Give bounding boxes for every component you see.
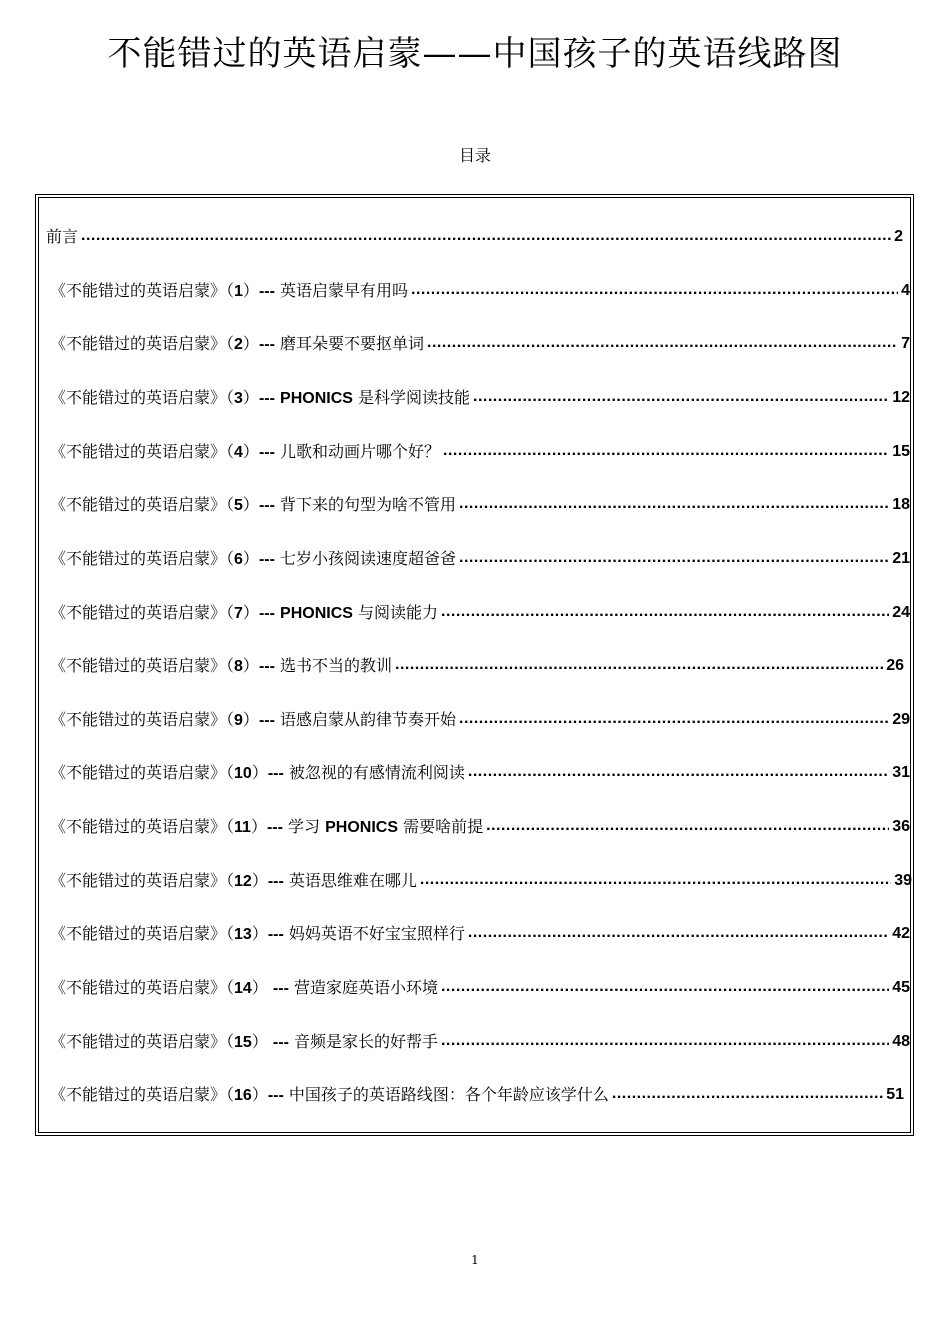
toc-dot-leader bbox=[443, 438, 889, 464]
toc-entry[interactable] bbox=[50, 868, 912, 894]
toc-dot-leader bbox=[81, 223, 891, 249]
toc-entry-title: 《不能错过的英语启蒙》（3）--- PHONICS 是科学阅读技能 bbox=[50, 387, 471, 407]
page-number: 1 bbox=[471, 1253, 479, 1267]
toc-entry[interactable] bbox=[50, 975, 910, 1001]
toc-entry-page-number: 18 bbox=[892, 496, 910, 513]
toc-entry[interactable] bbox=[50, 439, 910, 465]
toc-dot-leader bbox=[459, 491, 889, 517]
toc-dot-leader bbox=[420, 867, 891, 893]
toc-entry-page-number: 24 bbox=[892, 604, 910, 621]
toc-entry[interactable] bbox=[50, 331, 910, 357]
toc-entry[interactable] bbox=[50, 278, 910, 304]
toc-heading: 目录 bbox=[458, 146, 491, 165]
toc-entry-page-number: 31 bbox=[892, 764, 910, 781]
toc-dot-leader bbox=[468, 920, 889, 946]
toc-entry-title: 《不能错过的英语启蒙》（8）--- 选书不当的教训 bbox=[50, 655, 393, 675]
toc-dot-leader bbox=[441, 1028, 889, 1054]
toc-entry[interactable] bbox=[50, 1029, 910, 1055]
toc-entry[interactable] bbox=[50, 600, 910, 626]
toc-entry[interactable] bbox=[50, 1082, 904, 1108]
toc-entry-title: 《不能错过的英语启蒙》（1）--- 英语启蒙早有用吗 bbox=[50, 280, 409, 300]
toc-dot-leader bbox=[441, 599, 889, 625]
toc-entry-page-number: 12 bbox=[892, 389, 910, 406]
toc-entry[interactable] bbox=[50, 921, 910, 947]
toc-entry-title: 《不能错过的英语启蒙》（14） --- 营造家庭英语小环境 bbox=[50, 977, 438, 997]
toc-entry-page-number: 21 bbox=[892, 550, 910, 567]
toc-entry[interactable] bbox=[50, 546, 910, 572]
document-title: 不能错过的英语启蒙——中国孩子的英语线路图 bbox=[107, 34, 843, 74]
toc-entry-page-number: 45 bbox=[892, 979, 910, 996]
toc-entry[interactable] bbox=[50, 653, 904, 679]
toc-entry-page-number: 7 bbox=[901, 335, 910, 352]
toc-entry-page-number: 51 bbox=[886, 1086, 904, 1103]
toc-dot-leader bbox=[468, 759, 889, 785]
toc-dot-leader bbox=[473, 384, 889, 410]
toc-entry[interactable] bbox=[50, 385, 910, 411]
toc-entry-title: 《不能错过的英语启蒙》（7）--- PHONICS 与阅读能力 bbox=[50, 602, 439, 622]
toc-entry-title: 《不能错过的英语启蒙》（12）--- 英语思维难在哪儿 bbox=[50, 870, 417, 890]
toc-entry-title: 《不能错过的英语启蒙》（9）--- 语感启蒙从韵律节奏开始 bbox=[50, 709, 457, 729]
toc-entry-title: 《不能错过的英语启蒙》（4）--- 儿歌和动画片哪个好？ bbox=[50, 441, 441, 461]
toc-entry-page-number: 2 bbox=[894, 228, 903, 245]
toc-entry-title: 《不能错过的英语启蒙》（2）--- 磨耳朵要不要抠单词 bbox=[50, 333, 425, 353]
toc-dot-leader bbox=[395, 652, 883, 678]
toc-entry[interactable] bbox=[50, 814, 910, 840]
toc-dot-leader bbox=[612, 1081, 883, 1107]
toc-dot-leader bbox=[459, 706, 889, 732]
toc-dot-leader bbox=[441, 974, 889, 1000]
toc-entry-page-number: 29 bbox=[892, 711, 910, 728]
toc-entry-page-number: 36 bbox=[892, 818, 910, 835]
toc-entry-title: 《不能错过的英语启蒙》（10）--- 被忽视的有感情流利阅读 bbox=[50, 762, 465, 782]
toc-entry-page-number: 48 bbox=[892, 1033, 910, 1050]
toc-dot-leader bbox=[411, 277, 898, 303]
toc-dot-leader bbox=[459, 545, 889, 571]
toc-entry[interactable] bbox=[50, 760, 910, 786]
toc-entry-title: 《不能错过的英语启蒙》（11）--- 学习 PHONICS 需要啥前提 bbox=[50, 816, 484, 836]
toc-dot-leader bbox=[427, 330, 898, 356]
toc-entry-page-number: 39 bbox=[894, 872, 912, 889]
toc-entry[interactable] bbox=[50, 492, 910, 518]
toc-entry-title: 《不能错过的英语启蒙》（6）--- 七岁小孩阅读速度超爸爸 bbox=[50, 548, 457, 568]
toc-entry-page-number: 15 bbox=[892, 443, 910, 460]
toc-entry-page-number: 42 bbox=[892, 925, 910, 942]
toc-entry-page-number: 4 bbox=[901, 282, 910, 299]
toc-entry-title: 《不能错过的英语启蒙》（13）--- 妈妈英语不好宝宝照样行 bbox=[50, 923, 465, 943]
toc-entry-title: 前言 bbox=[46, 227, 79, 246]
toc-entry[interactable] bbox=[50, 707, 910, 733]
toc-entry-page-number: 26 bbox=[886, 657, 904, 674]
toc-entry-title: 《不能错过的英语启蒙》（5）--- 背下来的句型为啥不管用 bbox=[50, 494, 457, 514]
toc-entry-title: 《不能错过的英语启蒙》（15） --- 音频是家长的好帮手 bbox=[50, 1031, 438, 1051]
toc-entry-title: 《不能错过的英语启蒙》（16）--- 中国孩子的英语路线图：各个年龄应该学什么 bbox=[50, 1084, 609, 1104]
toc-dot-leader bbox=[486, 813, 889, 839]
toc-entry[interactable] bbox=[46, 224, 903, 250]
